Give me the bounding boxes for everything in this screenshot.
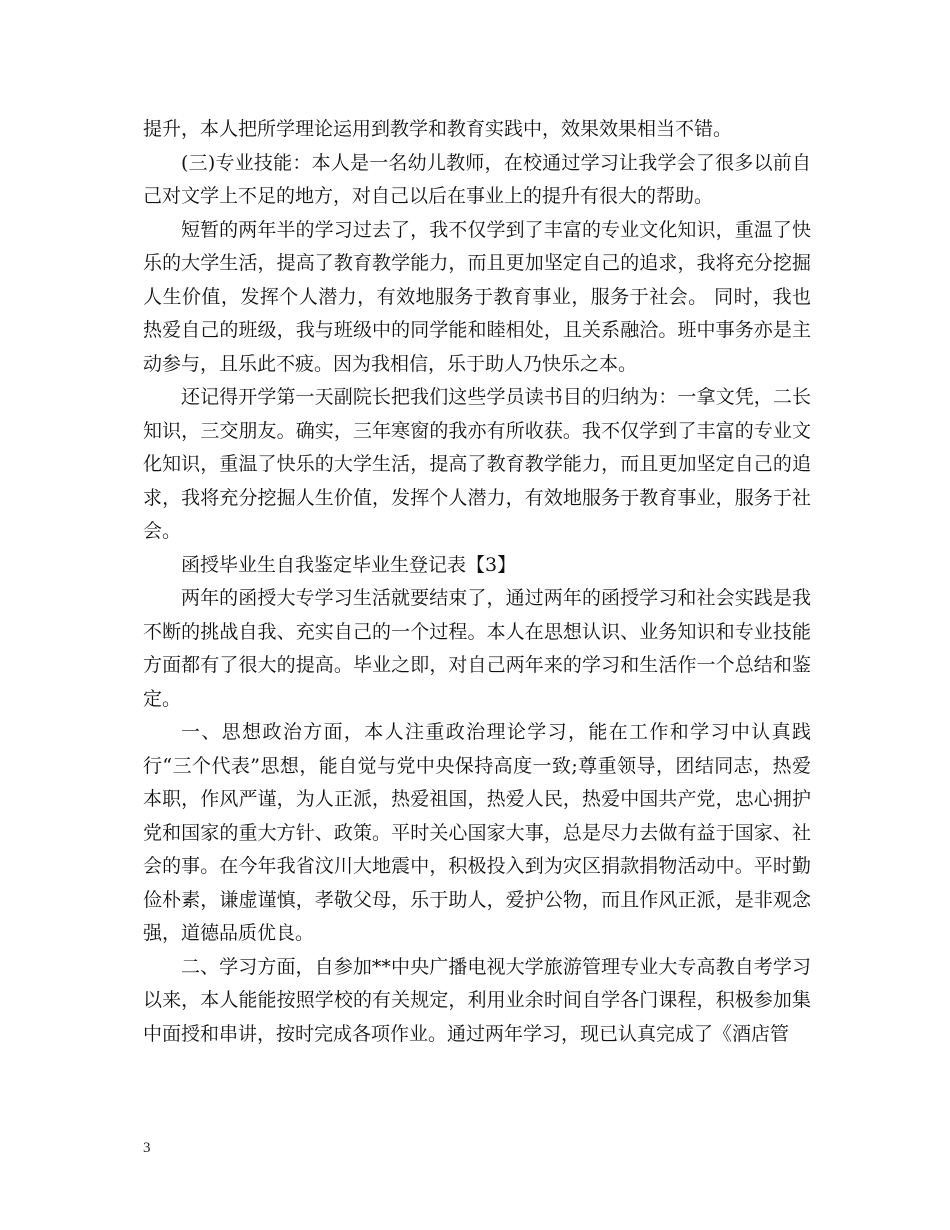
paragraph-8: 二、学习方面，自参加**中央广播电视大学旅游管理专业大专高教自考学习以来，本人能能按照学校的有关规定，利用业余时间自学各门课程，积极参加集中面授和串讲，按时完成各项作业。通过两年学习，现已认真完成了《酒店管 <box>143 955 811 1045</box>
paragraph-3: 短暂的两年半的学习过去了，我不仅学到了丰富的专业文化知识，重温了快乐的大学生活，提高了教育教学能力，而且更加坚定自己的追求，我将充分挖掘人生价值，发挥个人潜力，有效地服务于教育事业，服务于社会。 同时，我也热爱自己的班级，我与班级中的同学能和睦相处，且关系融洽。班中事务亦是主动参与，且乐此不疲。因为我相信，乐于助人乃快乐之本。 <box>143 218 811 375</box>
paragraph-2: (三)专业技能：本人是一名幼儿教师，在校通过学习让我学会了很多以前自己对文学上不足的地方，对自己以后在事业上的提升有很大的帮助。 <box>143 151 811 207</box>
paragraph-7: 一、思想政治方面，本人注重政治理论学习，能在工作和学习中认真践行“三个代表”思想，能自觉与党中央保持高度一致;尊重领导，团结同志，热爱本职，作风严谨，为人正派，热爱祖国，热爱人民，热爱中国共产党，忠心拥护党和国家的重大方针、政策。平时关心国家大事，总是尽力去做有益于国家、社会的事。在今年我省汶川大地震中，积极投入到为灾区捐款捐物活动中。平时勤俭朴素，谦虚谨慎，孝敬父母，乐于助人，爱护公物，而且作风正派，是非观念强，道德品质优良。 <box>143 721 811 944</box>
paragraph-1: 提升，本人把所学理论运用到教学和教育实践中，效果效果相当不错。 <box>143 118 733 140</box>
document-body <box>143 113 811 1051</box>
paragraph-4: 还记得开学第一天副院长把我们这些学员读书目的归纳为：一拿文凭，二长知识，三交朋友。确实，三年寒窗的我亦有所收获。我不仅学到了丰富的专业文化知识，重温了快乐的大学生活，提高了教育教学能力，而且更加坚定自己的追求，我将充分挖掘人生价值，发挥个人潜力，有效地服务于教育事业，服务于社会。 <box>143 386 811 542</box>
paragraph-6: 两年的函授大专学习生活就要结束了，通过两年的函授学习和社会实践是我不断的挑战自我、充实自己的一个过程。本人在思想认识、业务知识和专业技能方面都有了很大的提高。毕业之即，对自己两年来的学习和生活作一个总结和鉴定。 <box>143 587 811 710</box>
section-heading: 函授毕业生自我鉴定毕业生登记表【3】 <box>181 553 517 576</box>
page-number: 3 <box>143 1140 151 1156</box>
